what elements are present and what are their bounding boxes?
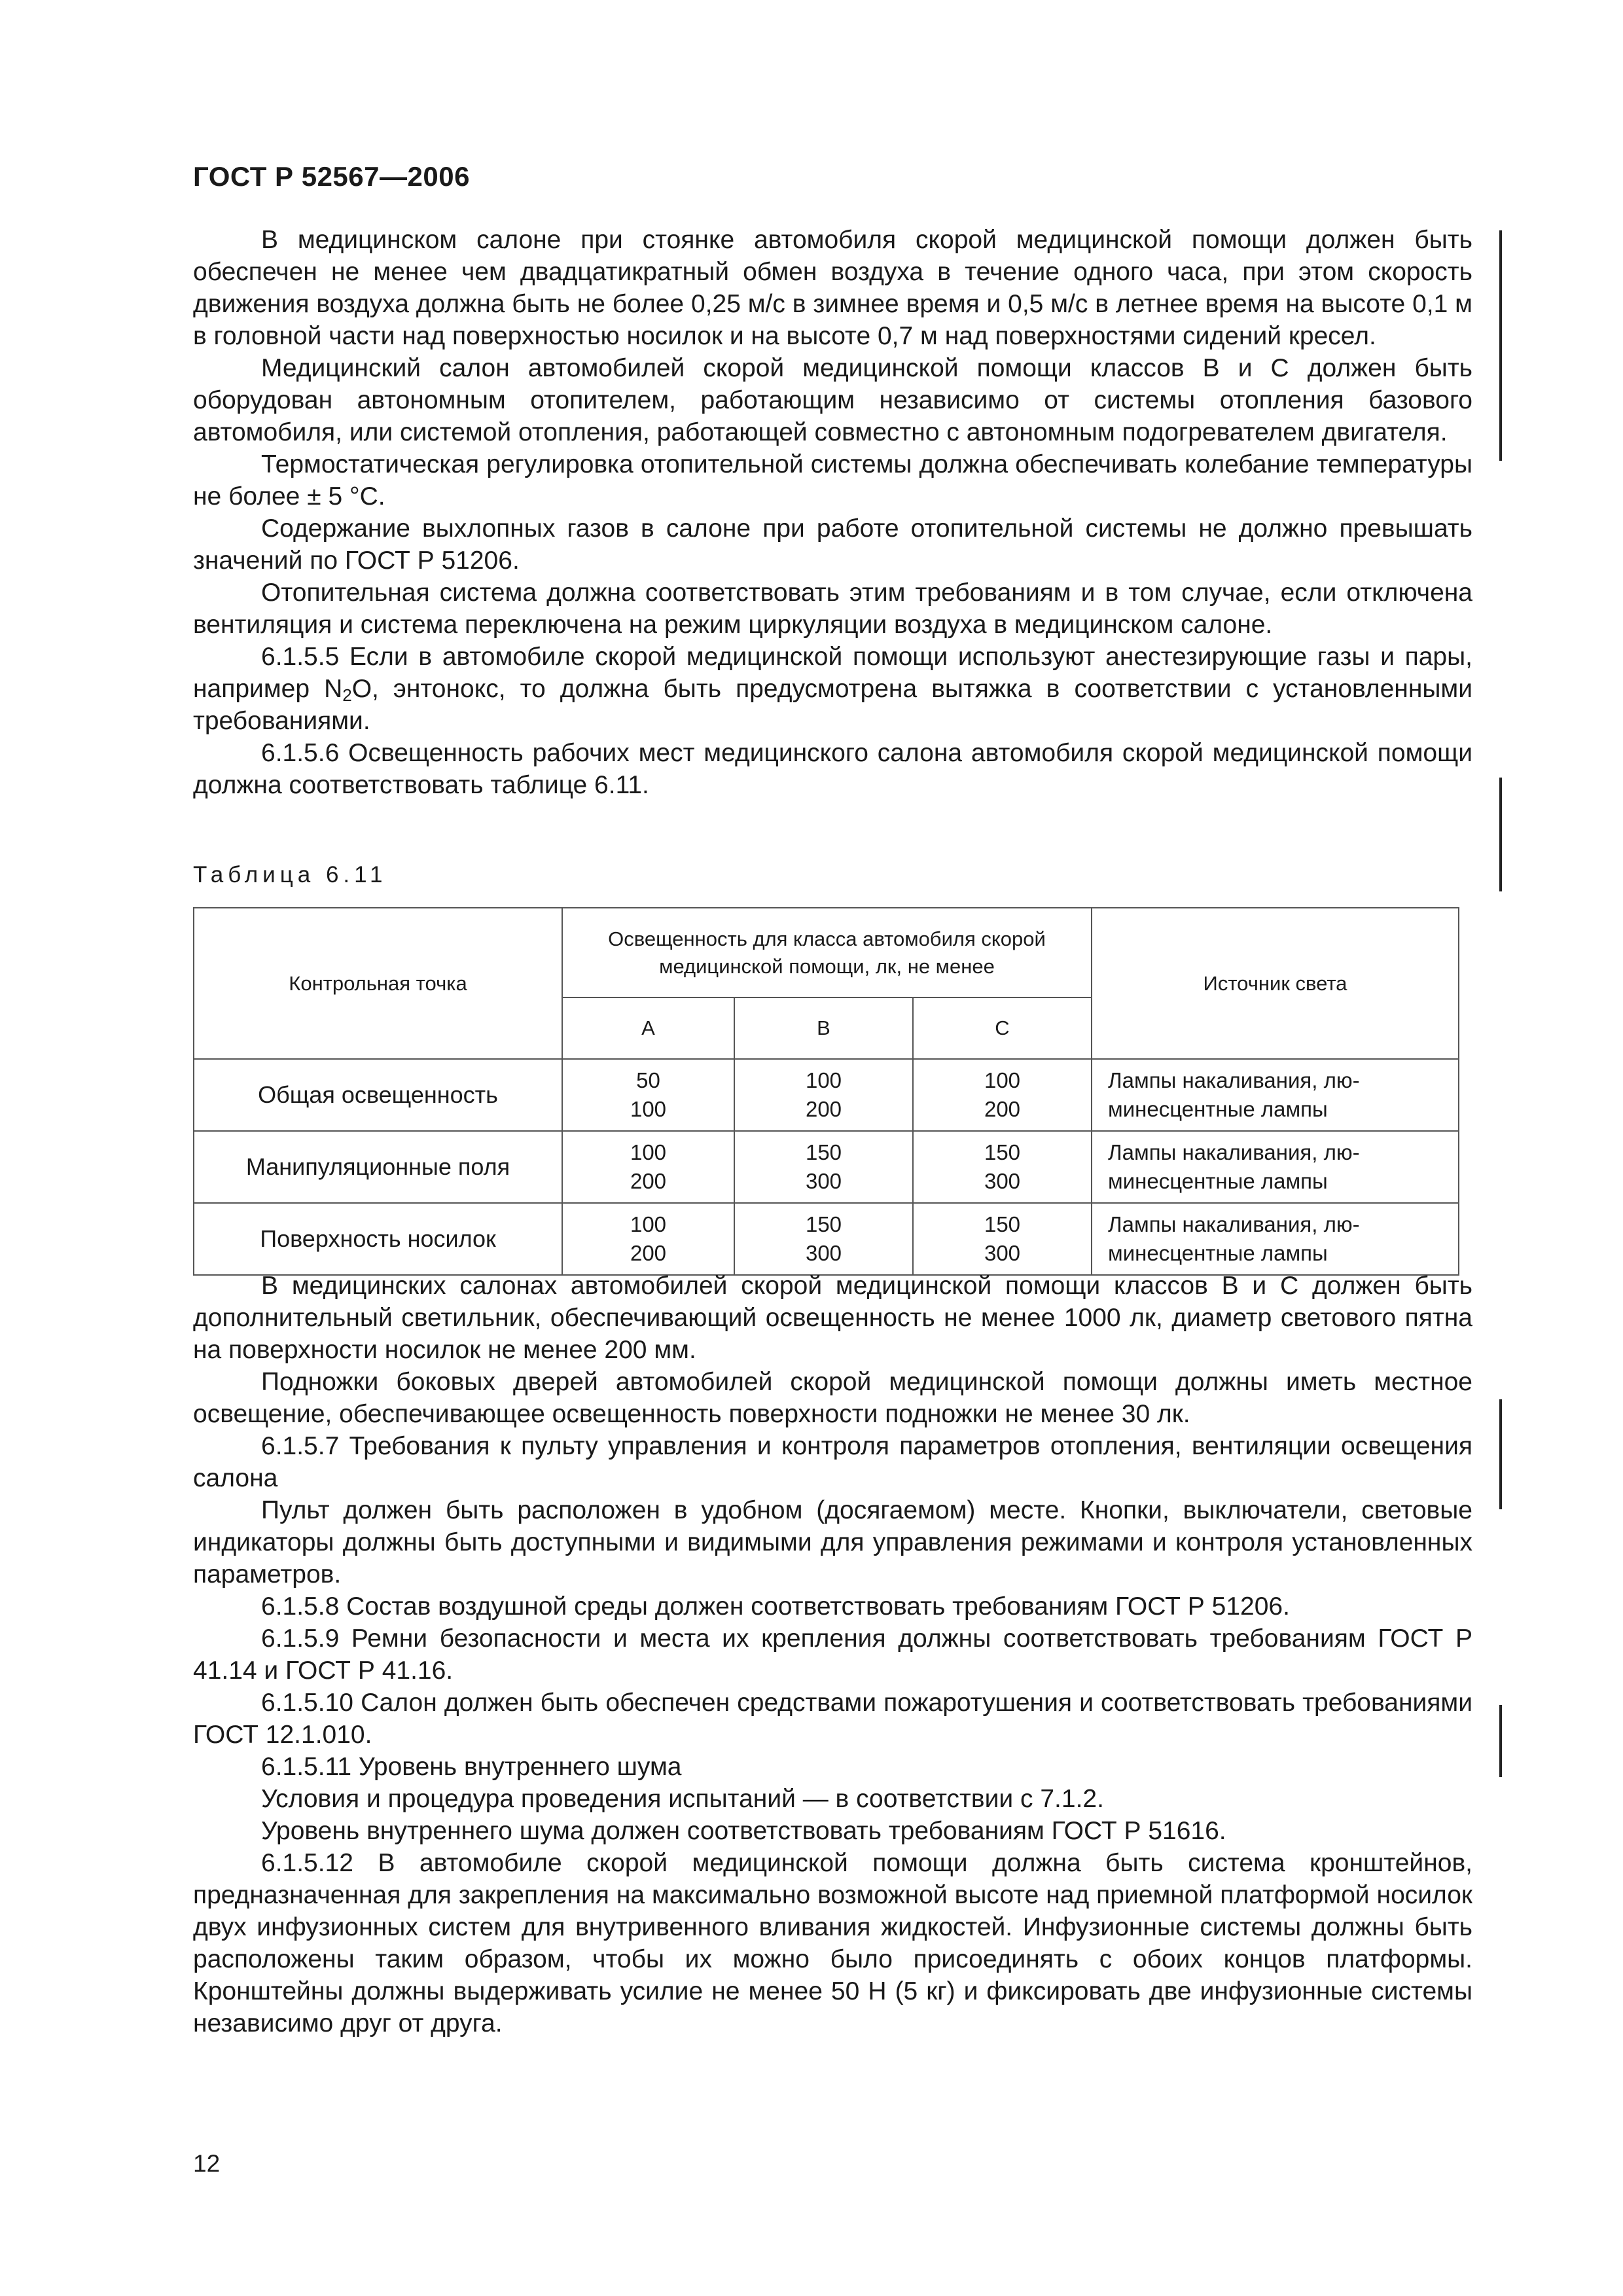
- paragraph: Содержание выхлопных газов в салоне при работе отопительной системы не должно превышать значений по ГОСТ Р 51206.: [193, 514, 1472, 575]
- paragraph: 6.1.5.11 Уровень внутреннего шума: [261, 1753, 682, 1781]
- paragraph-6-1-5-5: 6.1.5.5 Если в автомобиле скорой медицинской помощи используют анестезирующие газы и пары, например $N_2O$, энтонокс, то должна быть предусмотрена вытяжка в соответствии с установленными требованиями.: [193, 643, 1472, 735]
- page-number: 12: [193, 2150, 221, 2177]
- value-cell: 100 200: [913, 1059, 1092, 1131]
- paragraph: Подножки боковых дверей автомобилей скорой медицинской помощи должны иметь местное освещение, обеспечивающее освещенность поверхности подножки не менее 30 лк.: [193, 1368, 1472, 1428]
- paragraph: 6.1.5.8 Состав воздушной среды должен соответствовать требованиям ГОСТ Р 51206.: [261, 1592, 1290, 1621]
- table-row: [194, 1131, 1459, 1203]
- light-source-cell: Лампы накаливания, лю- минесцентные лампы: [1092, 1203, 1459, 1275]
- paragraph: Уровень внутреннего шума должен соответствовать требованиям ГОСТ Р 51616.: [261, 1817, 1226, 1845]
- column-header-illumination: Освещенность для класса автомобиля скорой медицинской помощи, лк, не менее: [562, 908, 1092, 997]
- paragraph: Термостатическая регулировка отопительной системы должна обеспечивать колебание температуры не более ± 5 °С.: [193, 450, 1472, 511]
- change-bar: [1499, 230, 1502, 461]
- paragraph: Медицинский салон автомобилей скорой медицинской помощи классов В и С должен быть оборудован автономным отопителем, работающим независимо от системы отопления базового автомобиля, или системой отопления, работающей совместно с автономным подогревателем двигателя.: [193, 354, 1472, 446]
- value-cell: 50 100: [562, 1059, 734, 1131]
- column-header-class: В: [734, 997, 913, 1059]
- column-header-control-point: Контрольная точка: [194, 908, 562, 1059]
- column-header-light-source: Источник света: [1092, 908, 1459, 1059]
- paragraph: 6.1.5.7 Требования к пульту управления и контроля параметров отопления, вентиляции освещения салона: [193, 1432, 1472, 1492]
- value-cell: 100 200: [734, 1059, 913, 1131]
- value-cell: 100 200: [562, 1131, 734, 1203]
- paragraph-6-1-5-6: 6.1.5.6 Освещенность рабочих мест медицинского салона автомобиля скорой медицинской помощи должна соответствовать таблице 6.11.: [193, 739, 1472, 799]
- value-cell: 150 300: [913, 1203, 1092, 1275]
- control-point-cell: Манипуляционные поля: [194, 1131, 562, 1203]
- paragraph: В медицинском салоне при стоянке автомобиля скорой медицинской помощи должен быть обеспечен не менее чем двадцатикратный обмен воздуха в течение одного часа, при этом скорость движения воздуха должна быть не более 0,25 м/с в зимнее время и 0,5 м/с в летнее время на высоте 0,1 м в головной части над поверхностью носилок и на высоте 0,7 м над поверхностями сидений кресел.: [193, 226, 1472, 350]
- table-caption: Таблица 6.11: [193, 862, 387, 888]
- change-bar: [1499, 1705, 1502, 1777]
- column-header-class: А: [562, 997, 734, 1059]
- paragraph: В медицинских салонах автомобилей скорой медицинской помощи классов В и С должен быть дополнительный светильник, обеспечивающий освещенность не менее 1000 лк, диаметр светового пятна на поверхности носилок не менее 200 мм.: [193, 1272, 1472, 1364]
- paragraph: Пульт должен быть расположен в удобном (досягаемом) месте. Кнопки, выключатели, световые индикаторы должны быть доступными и видимыми для управления режимами и контроля установленных параметров.: [193, 1496, 1472, 1588]
- paragraph: 6.1.5.10 Салон должен быть обеспечен средствами пожаротушения и соответствовать требованиями ГОСТ 12.1.010.: [193, 1689, 1472, 1749]
- paragraph: 6.1.5.9 Ремни безопасности и места их крепления должны соответствовать требованиям ГОСТ Р 41.14 и ГОСТ Р 41.16.: [193, 1624, 1472, 1685]
- light-source-cell: Лампы накаливания, лю- минесцентные лампы: [1092, 1059, 1459, 1131]
- control-point-cell: Общая освещенность: [194, 1059, 562, 1131]
- text-block-bottom: [193, 1270, 1472, 2039]
- paragraph: 6.1.5.12 В автомобиле скорой медицинской помощи должна быть система кронштейнов, предназначенная для закрепления на максимально возможной высоте над приемной платформой носилок двух инфузионных систем для внутривенного вливания жидкостей. Инфузионные системы должны быть расположены таким образом, чтобы их можно было присоединять с обоих концов платформы. Кронштейны должны выдерживать усилие не менее 50 Н (5 кг) и фиксировать две инфузионные системы независимо друг от друга.: [193, 1849, 1472, 2037]
- change-bar: [1499, 778, 1502, 891]
- value-cell: 150 300: [734, 1203, 913, 1275]
- value-cell: 100 200: [562, 1203, 734, 1275]
- paragraph: Отопительная система должна соответствовать этим требованиям и в том случае, если отключена вентиляция и система переключена на режим циркуляции воздуха в медицинском салоне.: [193, 579, 1472, 639]
- document-header: ГОСТ Р 52567—2006: [193, 161, 470, 192]
- illumination-table: [193, 907, 1459, 1276]
- change-bar: [1499, 1399, 1502, 1509]
- column-header-class: С: [913, 997, 1092, 1059]
- table-row: [194, 1059, 1459, 1131]
- light-source-cell: Лампы накаливания, лю- минесцентные лампы: [1092, 1131, 1459, 1203]
- paragraph: Условия и процедура проведения испытаний — в соответствии с 7.1.2.: [261, 1785, 1104, 1813]
- value-cell: 150 300: [913, 1131, 1092, 1203]
- table-row: [194, 1203, 1459, 1275]
- control-point-cell: Поверхность носилок: [194, 1203, 562, 1275]
- value-cell: 150 300: [734, 1131, 913, 1203]
- text-block-top: [193, 224, 1472, 801]
